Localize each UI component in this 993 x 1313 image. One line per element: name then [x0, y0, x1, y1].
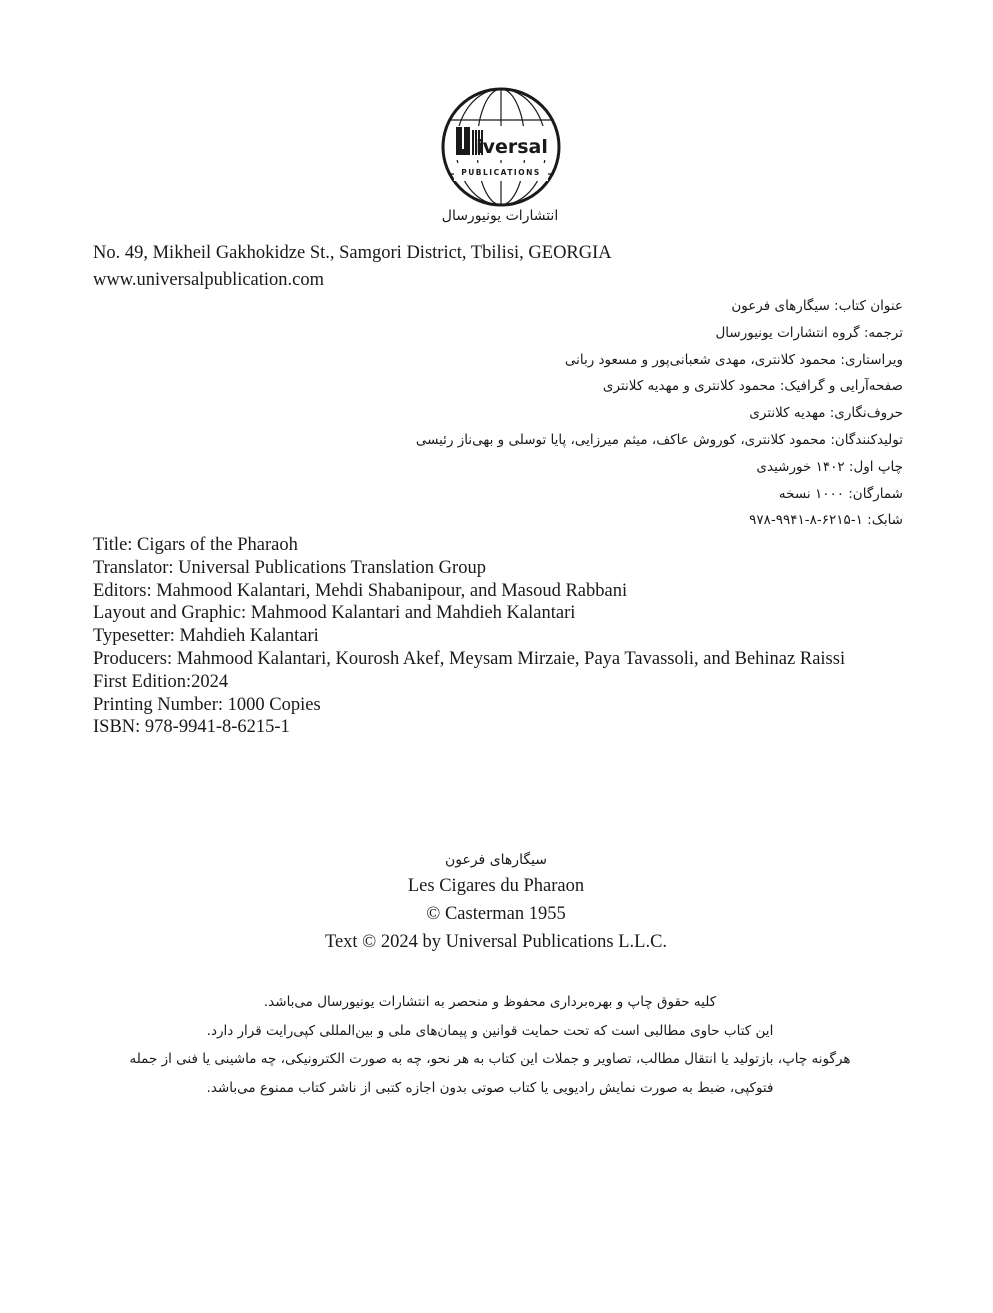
original-title: Les Cigares du Pharaon	[407, 876, 585, 896]
fa-credit-print-run: شمارگان: ۱۰۰۰ نسخه	[778, 485, 903, 502]
rights-line: فتوکپی، ضبط به صورت نمایش رادیویی یا کتاب صوتی بدون اجازه کتبی از ناشر کتاب ممنوع می‌باشد.	[206, 1079, 774, 1096]
original-copyright: © Casterman 1955	[426, 904, 566, 924]
text-copyright: Text © 2024 by Universal Publications L.L.C.	[324, 932, 668, 952]
en-credit-title: Title: Cigars of the Pharaoh	[93, 535, 298, 555]
en-credit-edition: First Edition:2024	[93, 671, 229, 692]
fa-credit-producers: تولیدکنندگان: محمود کلانتری، کوروش عاکف، میثم میرزایی، پایا توسلی و بهی‌ناز رئیسی	[415, 431, 903, 448]
rights-line: این کتاب حاوی مطالبی است که تحت حمایت قوانین و پیمان‌های ملی و بین‌المللی کپی‌رایت قرار دارد.	[206, 1022, 774, 1039]
en-credit-isbn: ISBN: 978-9941-8-6215-1	[93, 717, 290, 738]
english-credits	[93, 534, 845, 739]
rights-notice	[110, 988, 870, 1102]
en-credit-typesetter: Typesetter: Mahdieh Kalantari	[93, 626, 319, 647]
universal-publications-logo	[440, 86, 562, 208]
fa-credit-editors: ویراستاری: محمود کلانتری، مهدی شعبانی‌پور و مسعود ربانی	[564, 351, 903, 368]
fa-credit-edition: چاپ اول: ۱۴۰۲ خورشیدی	[756, 458, 903, 475]
fa-credit-isbn: شابک: ۱-۶۲۱۵-۸-۹۹۴۱-۹۷۸	[749, 512, 903, 529]
en-credit-layout: Layout and Graphic: Mahmood Kalantari and Mahdieh Kalantari	[93, 603, 576, 624]
publisher-name-fa: انتشارات یونیورسال	[441, 208, 559, 224]
rights-line: هرگونه چاپ، بازتولید یا انتقال مطالب، تصاویر و جملات این کتاب به هر نحو، چه به صورت الکترونیکی، چه ماشینی یا فنی از جمله	[129, 1051, 851, 1067]
fa-credit-translator: ترجمه: گروه انتشارات یونیورسال	[715, 324, 903, 341]
fa-credit-layout: صفحه‌آرایی و گرافیک: محمود کلانتری و مهدیه کلانتری	[602, 378, 903, 395]
fa-credit-typesetter: حروف‌نگاری: مهدیه کلانتری	[749, 405, 903, 422]
rights-line: کلیه حقوق چاپ و بهره‌برداری محفوظ و منحصر به انتشارات یونیورسال می‌باشد.	[263, 994, 717, 1010]
fa-credit-title: عنوان کتاب: سیگارهای فرعون	[731, 298, 903, 314]
publisher-website: www.universalpublication.com	[93, 270, 325, 290]
publisher-address: No. 49, Mikheil Gakhokidze St., Samgori District, Tbilisi, GEORGIA	[93, 243, 612, 263]
logo-subtitle: PUBLICATIONS	[461, 168, 541, 177]
en-credit-translator: Translator: Universal Publications Translation Group	[93, 557, 486, 578]
en-credit-print-run: Printing Number: 1000 Copies	[93, 694, 321, 715]
copyright-block	[196, 848, 796, 956]
persian-credits	[343, 293, 903, 534]
svg-text:iversal: iversal	[476, 136, 548, 158]
en-credit-producers: Producers: Mahmood Kalantari, Kourosh Akef, Meysam Mirzaie, Paya Tavassoli, and Behinaz Raissi	[93, 648, 846, 669]
publisher-address-block	[93, 240, 612, 294]
en-credit-editors: Editors: Mahmood Kalantari, Mehdi Shabanipour, and Masoud Rabbani	[93, 580, 628, 601]
copyright-fa-title: سیگارهای فرعون	[444, 852, 548, 868]
